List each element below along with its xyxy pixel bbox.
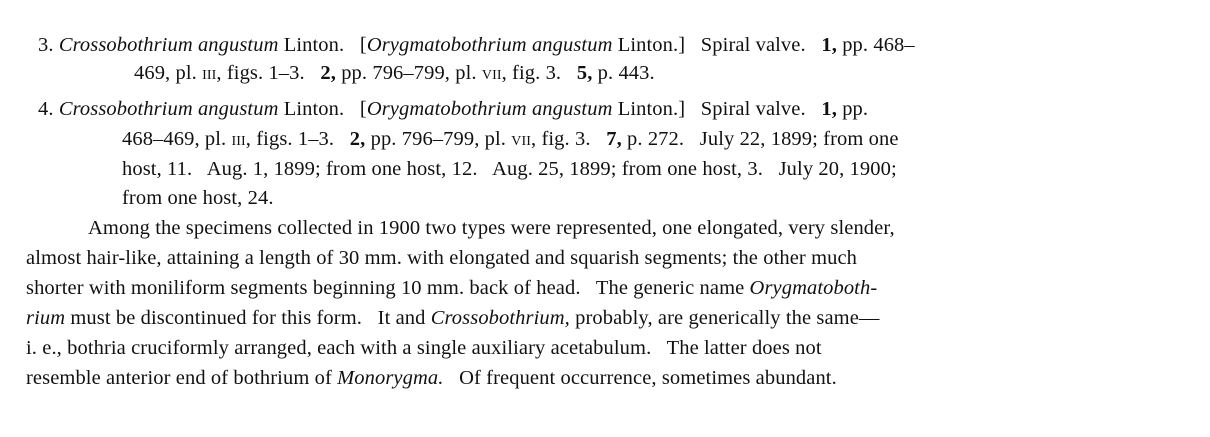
entry-number: 4. — [38, 98, 54, 120]
ref-text: , figs. 1–3. — [245, 128, 350, 150]
genus-name: Crossobothrium angustum — [58, 34, 279, 56]
plate-numeral: iii — [202, 62, 217, 84]
entry-4-line-2 — [122, 127, 899, 151]
ref-text: 468–469, pl. — [122, 128, 232, 150]
ref-text: pp. 796–799, pl. — [365, 128, 512, 150]
ref-text: , fig. 3. — [531, 128, 607, 150]
paragraph-text: Of frequent occurrence, sometimes abundant. — [443, 367, 837, 389]
ref-text: p. 272. July 22, 1899; from one — [621, 128, 899, 150]
ref-text: 469, pl. — [134, 62, 203, 84]
paragraph-line-5 — [26, 336, 822, 360]
genus-name: Crossobothrium, — [430, 307, 570, 329]
synonym-name: Orygmatobothrium angustum — [366, 98, 613, 120]
ref-number: 1, — [821, 98, 837, 120]
collection-records: from one host, 24. — [122, 187, 274, 209]
bracket-open: [ — [344, 34, 367, 56]
ref-text: pp. — [836, 98, 869, 120]
ref-number: 2, — [349, 128, 366, 150]
ref-text: , fig. 3. — [501, 62, 577, 84]
host-location: Spiral valve. — [685, 98, 822, 120]
synonym-name: Orygmatobothrium angustum — [366, 34, 613, 56]
ref-number: 7, — [606, 128, 622, 150]
genus-name: rium — [26, 307, 66, 329]
ref-text: pp. 796–799, pl. — [335, 62, 482, 84]
entry-4-line-4 — [122, 186, 274, 210]
paragraph-line-3 — [26, 276, 877, 300]
ref-text: pp. 468– — [836, 34, 915, 56]
entry-number: 3. — [38, 34, 54, 56]
plate-numeral: iii — [231, 128, 246, 150]
paragraph-text: resemble anterior end of bothrium of — [26, 367, 338, 389]
entry-4-line-1 — [38, 97, 868, 121]
paragraph-line-1 — [88, 216, 895, 240]
ref-text: , figs. 1–3. — [216, 62, 321, 84]
entry-3-line-2 — [134, 61, 655, 85]
bracket-open: [ — [344, 98, 367, 120]
bracket-close: Linton.] — [612, 34, 686, 56]
paragraph-line-6 — [26, 366, 837, 390]
genus-name: Crossobothrium angustum — [58, 98, 279, 120]
paragraph-text: shorter with moniliform segments beginning 10 mm. back of head. The generic name — [26, 277, 750, 299]
entry-4-line-3 — [122, 157, 897, 181]
host-location: Spiral valve. — [685, 34, 822, 56]
plate-numeral: vii — [481, 62, 502, 84]
plate-numeral: vii — [511, 128, 531, 150]
ref-text: p. 443. — [592, 62, 655, 84]
author: Linton. — [278, 34, 345, 56]
genus-name: Orygmatoboth- — [749, 277, 878, 299]
paragraph-line-4 — [26, 306, 880, 330]
entry-3-line-1 — [38, 33, 1188, 57]
paragraph-text: must be discontinued for this form. It and — [65, 307, 431, 329]
paragraph-text: almost hair-like, attaining a length of 30 mm. with elongated and squarish segments; the other much — [26, 247, 858, 269]
genus-name: Monorygma. — [337, 367, 444, 389]
paragraph-text: probably, are generically the same— — [569, 307, 880, 329]
paragraph-line-2 — [26, 246, 857, 270]
ref-number: 5, — [576, 62, 593, 84]
ref-number: 2, — [320, 62, 336, 84]
bracket-close: Linton.] — [612, 98, 686, 120]
collection-records: host, 11. Aug. 1, 1899; from one host, 12. Aug. 25, 1899; from one host, 3. July 20, 1900; — [122, 158, 897, 180]
paragraph-text: i. e., bothria cruciformly arranged, each with a single auxiliary acetabulum. The latter does not — [26, 337, 822, 359]
paragraph-text: Among the specimens collected in 1900 two types were represented, one elongated, very slender, — [88, 217, 895, 239]
ref-number: 1, — [821, 34, 837, 56]
author: Linton. — [278, 98, 345, 120]
